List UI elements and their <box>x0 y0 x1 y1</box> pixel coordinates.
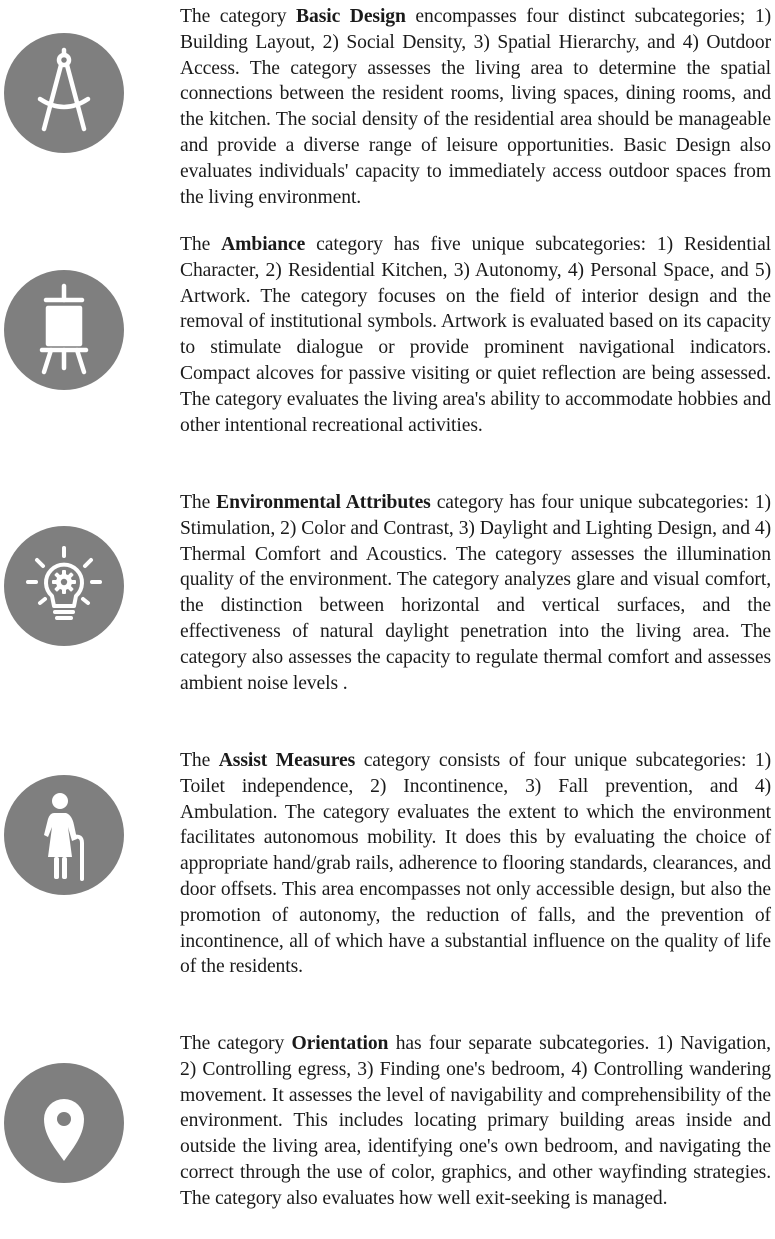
section-text-body: category has five unique subcategories: 1) Residential Character, 2) Residential Kitchen, 3) Autonomy, 4) Personal Space, and 5) Artwork. The category focuses on the field of interior design and the removal of institutional symbols. Artwork is evaluated based on its capacity to stimulate dialogue or provide prominent navigational indicators. Compact alcoves for passive visiting or quiet reflection are being assessed. The category evaluates the living area's ability to accommodate hobbies and other intentional recreational activities. <box>180 234 772 436</box>
section-environmental-attributes <box>180 490 771 696</box>
section-ambiance <box>180 232 771 438</box>
section-orientation <box>180 1031 771 1212</box>
category-name-environmental-attributes: Environmental Attributes <box>216 492 431 513</box>
section-text-lead: The category <box>180 6 297 27</box>
category-name-basic-design: Basic Design <box>296 6 406 27</box>
lightbulb-gear-icon <box>4 526 124 646</box>
drafting-compass-icon <box>4 33 124 153</box>
category-name-orientation: Orientation <box>291 1033 389 1054</box>
category-name-assist-measures: Assist Measures <box>218 750 356 771</box>
section-text-lead: The category <box>180 1033 292 1054</box>
section-basic-design <box>180 4 771 210</box>
elderly-person-cane-icon <box>4 775 124 895</box>
section-text-body: encompasses four distinct subcategories; 1) Building Layout, 2) Social Density, 3) Spatial Hierarchy, and 4) Outdoor Access. The category assesses the living area to determine the spatial connections between the resident rooms, living spaces, dining rooms, and the kitchen. The social density of the residential area should be manageable and provide a diverse range of leisure opportunities. Basic Design also evaluates individuals' capacity to immediately access outdoor spaces from the living environment. <box>180 6 771 208</box>
section-assist-measures <box>180 748 771 980</box>
easel-icon <box>4 270 124 390</box>
section-text-lead: The <box>180 492 217 513</box>
section-text-body: category consists of four unique subcategories: 1) Toilet independence, 2) Incontinence, 3) Fall prevention, and 4) Ambulation. The category evaluates the extent to which the environment facilitates autonomous mobility. It does this by evaluating the choice of appropriate hand/grab rails, adherence to flooring standards, clearances, and door offsets. This area encompasses not only accessible design, but also the promotion of autonomy, the reduction of falls, and the prevention of incontinence, all of which have a substantial influence on the quality of life of the residents. <box>180 750 771 978</box>
map-pin-icon <box>4 1063 124 1183</box>
section-text-lead: The <box>180 750 219 771</box>
section-text-body: has four separate subcategories. 1) Navigation, 2) Controlling egress, 3) Finding one's bedroom, 4) Controlling wandering movement. It assesses the level of navigability and comprehensibility of the environment. This includes locating primary building areas inside and outside the living area, identifying one's own bedroom, and navigating the correct through the use of color, graphics, and other wayfinding strategies. The category also evaluates how well exit-seeking is managed. <box>180 1033 771 1209</box>
section-text-body: category has four unique subcategories: 1) Stimulation, 2) Color and Contrast, 3) Daylight and Lighting Design, and 4) Thermal Comfort and Acoustics. The category assesses the illumination quality of the environment. The category analyzes glare and visual comfort, the distinction between horizontal and vertical surfaces, and the effectiveness of natural daylight penetration into the living area. The category also assesses the capacity to regulate thermal comfort and assesses ambient noise levels . <box>180 492 771 694</box>
section-text-lead: The <box>180 234 222 255</box>
category-name-ambiance: Ambiance <box>221 234 306 255</box>
